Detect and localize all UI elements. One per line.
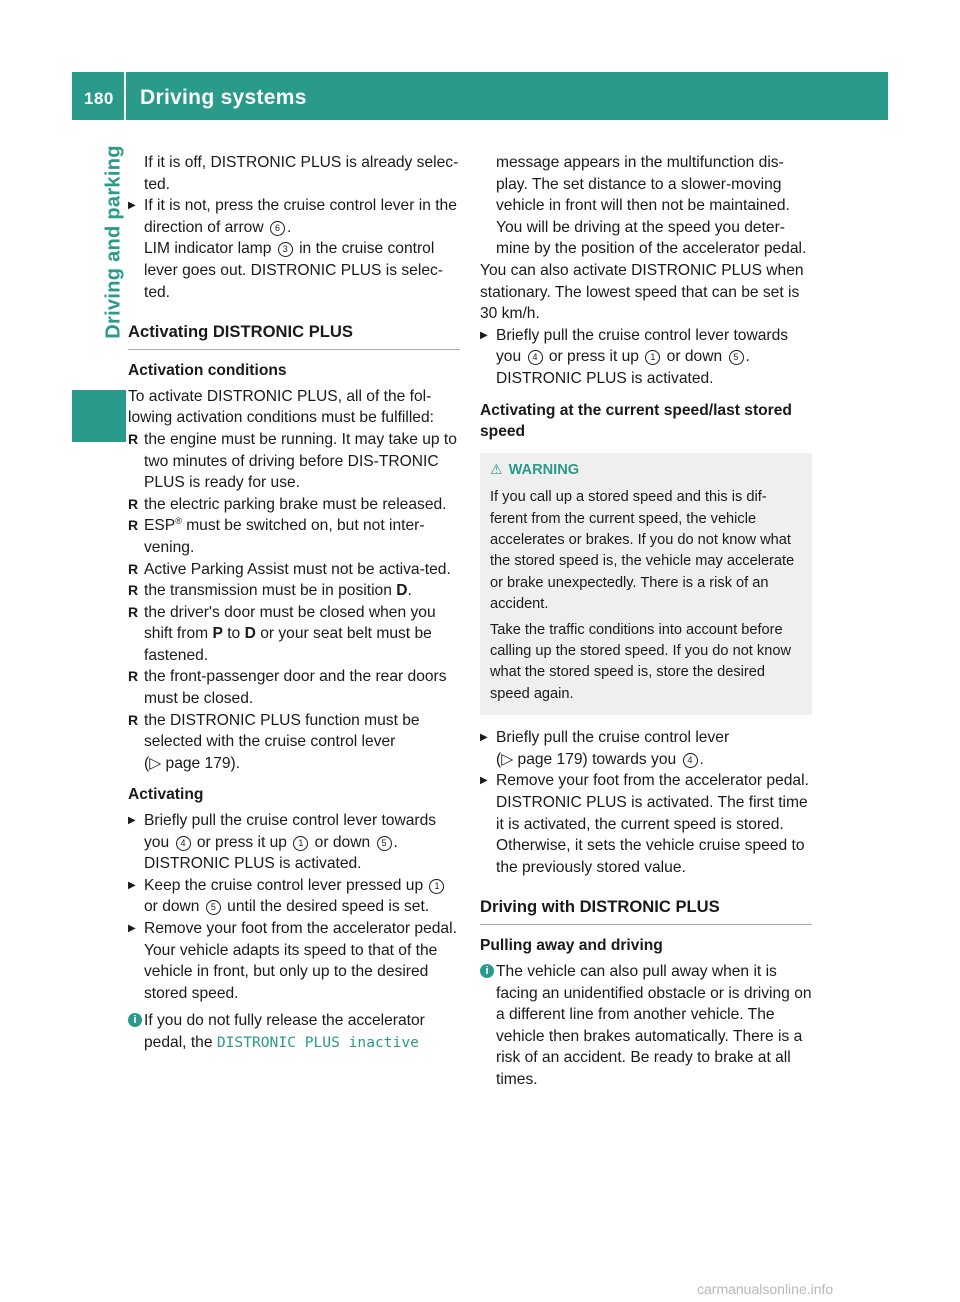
instruction-step — [128, 918, 460, 1004]
section-title: Driving systems — [140, 86, 307, 109]
warning-title — [490, 459, 802, 481]
subheading-pulling-away: Pulling away and driving — [480, 937, 663, 955]
text: ESP — [144, 517, 176, 535]
instruction-step — [128, 195, 460, 303]
condition-item — [128, 602, 460, 667]
text: . — [699, 750, 704, 768]
lever-position-icon: 4 — [683, 753, 698, 768]
text: WARNING — [508, 461, 580, 478]
gear-position: D — [396, 582, 408, 600]
warning-triangle-icon: ⚠ — [490, 460, 503, 477]
text: Briefly pull the cruise control lever — [496, 729, 730, 747]
text: . — [286, 218, 292, 236]
heading-driving: Driving with DISTRONIC PLUS — [480, 896, 812, 925]
info-icon: i — [480, 964, 494, 978]
subheading-conditions: Activation conditions — [128, 362, 287, 380]
text: . — [393, 833, 398, 851]
instruction-step — [480, 727, 812, 770]
condition-item — [128, 710, 460, 775]
info-icon: i — [128, 1013, 142, 1027]
condition-item: R the front-passenger door and the rear doors must be closed. — [128, 666, 460, 709]
text: or your seat belt must be fastened. — [144, 625, 432, 664]
text: . — [407, 582, 412, 600]
text: DISTRONIC PLUS is activated. — [144, 855, 362, 873]
paragraph: You can also activate DISTRONIC PLUS when stationary. The lowest speed that can be set is 30 km/h. — [480, 261, 804, 323]
text: or down — [144, 898, 200, 916]
left-column — [128, 152, 460, 1054]
instruction-step — [128, 810, 460, 875]
side-tab-block — [72, 390, 126, 442]
instruction-step — [128, 875, 460, 918]
lever-position-icon: 5 — [377, 836, 392, 851]
text: or down — [666, 348, 723, 366]
info-note — [480, 961, 812, 1091]
gear-position: P — [212, 625, 223, 643]
text: DISTRONIC PLUS is activated. — [496, 369, 714, 387]
page-number: 180 — [84, 89, 114, 108]
text: . — [745, 348, 750, 366]
condition-item — [128, 515, 460, 558]
watermark: carmanualsonline.info — [697, 1281, 834, 1297]
lamp-number-icon: 3 — [278, 242, 293, 257]
page-reference[interactable]: (▷ page 179). — [144, 754, 241, 772]
text: If you do not fully release the accelerator pedal, the — [144, 1012, 425, 1051]
condition-item: R the electric parking brake must be released. — [128, 494, 460, 516]
header-divider — [124, 72, 126, 120]
lever-position-icon: 5 — [729, 350, 744, 365]
text: the DISTRONIC PLUS function must be selected with the cruise control lever — [144, 711, 420, 751]
text: Remove your foot from the accelerator pedal. — [496, 772, 809, 790]
subheading-activating: Activating — [128, 786, 204, 804]
condition-item: R Active Parking Assist must not be activa-ted. — [128, 559, 460, 581]
text: DISTRONIC PLUS is activated. The first time it is activated, the current speed is stored. Otherwise, it sets the vehicle cruise speed to the previously stored value. — [496, 793, 808, 876]
lever-position-icon: 1 — [645, 350, 660, 365]
condition-item — [128, 580, 460, 602]
text: or press it up — [548, 348, 639, 366]
page-reference[interactable]: (▷ page 179) towards you — [496, 750, 677, 768]
text: or press it up — [196, 833, 287, 851]
lever-position-icon: 5 — [206, 900, 221, 915]
text: or down — [314, 833, 371, 851]
subheading-current-speed: Activating at the current speed/last stored speed — [480, 401, 792, 441]
text: must be switched on, but not inter-vening. — [144, 517, 425, 556]
text: Keep the cruise control lever pressed up — [144, 876, 424, 894]
text: the driver's door must be closed when you shift from — [144, 603, 436, 643]
display-message: DISTRONIC PLUS inactive — [216, 1033, 419, 1051]
instruction-step — [480, 325, 812, 390]
text: Remove your foot from the accelerator pedal. — [144, 920, 457, 937]
conditions-intro: To activate DISTRONIC PLUS, all of the fol-lowing activation conditions must be fulfilled: — [128, 387, 434, 427]
text: to — [227, 625, 241, 643]
text: LIM indicator lamp — [144, 240, 272, 258]
instruction-step — [480, 770, 812, 878]
warning-box — [480, 453, 812, 715]
text: Briefly pull the cruise control lever towards you — [144, 812, 437, 851]
text: Briefly pull the cruise control lever towards you — [496, 326, 789, 366]
warning-text: If you call up a stored speed and this is dif-ferent from the current speed, the vehicle accelerates or brakes. If you do not know what the stored speed is, the vehicle may accelerate or brake unexpectedly. There is a risk of an accident. — [490, 489, 795, 613]
condition-item: R the engine must be running. It may take up to two minutes of driving before DIS-TRONIC PLUS is ready for use. — [128, 429, 460, 494]
text: the transmission must be in position — [144, 582, 392, 600]
side-tab-label: Driving and parking — [102, 145, 125, 339]
lever-position-icon: 4 — [528, 350, 543, 365]
text: The vehicle can also pull away when it is facing an unidentified obstacle or is driving on a different line from another vehicle. The vehicle then brakes automatically. There is a risk of an accident. Be ready to brake at all times. — [496, 962, 812, 1088]
warning-text: Take the traffic conditions into account before calling up the stored speed. If you do not know what the stored speed is, store the desired speed again. — [490, 621, 791, 702]
gear-position: D — [244, 625, 256, 643]
lever-position-icon: 1 — [429, 879, 444, 894]
info-note — [128, 1010, 460, 1053]
text: in the cruise control lever goes out. DISTRONIC PLUS is selec-ted. — [144, 240, 443, 301]
text: Your vehicle adapts its speed to that of the vehicle in front, but only up to the desired stored speed. — [144, 941, 438, 1002]
registered-mark: ® — [175, 516, 182, 527]
lever-position-icon: 4 — [176, 836, 191, 851]
text: until the desired speed is set. — [227, 898, 430, 916]
arrow-number-icon: 6 — [270, 221, 285, 236]
info-note-continued: message appears in the multifunction dis-play. The set distance to a slower-moving vehicle in front will then not be maintained. You will be driving at the speed you deter-mine by the position of the accelerator pedal. — [496, 154, 807, 258]
right-column — [480, 152, 812, 1091]
text: If it is not, press the cruise control lever in the direction of arrow — [144, 197, 457, 236]
heading-activating: Activating DISTRONIC PLUS — [128, 321, 460, 350]
lever-position-icon: 1 — [293, 836, 308, 851]
paragraph: If it is off, DISTRONIC PLUS is already selec-ted. — [144, 154, 459, 193]
